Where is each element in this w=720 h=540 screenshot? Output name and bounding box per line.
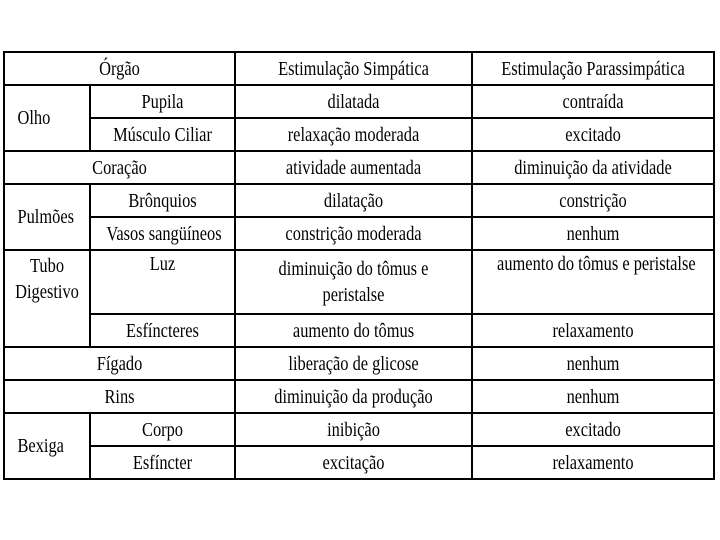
- para-figado: nenhum: [494, 347, 692, 380]
- group-tubo-digestivo: Tubo Digestivo: [12, 250, 83, 347]
- table-row: [4, 118, 714, 151]
- para-esfincter: relaxamento: [494, 446, 692, 479]
- header-parasympathetic: Estimulação Parassimpática: [494, 52, 692, 85]
- sym-rins: diminuição da produção: [256, 380, 450, 413]
- sym-bronquios: dilatação: [256, 184, 450, 217]
- cropped-title-remnant: [470, 44, 550, 50]
- para-pupila: contraída: [494, 85, 692, 118]
- para-musculo-ciliar: excitado: [494, 118, 692, 151]
- para-esfincteres: relaxamento: [494, 314, 692, 347]
- para-coracao: diminuição da atividade: [494, 151, 692, 184]
- part-vasos: Vasos sangüíneos: [103, 217, 222, 250]
- table-row: [4, 380, 714, 413]
- para-rins: nenhum: [494, 380, 692, 413]
- part-corpo: Corpo: [103, 413, 222, 446]
- para-bronquios: constrição: [494, 184, 692, 217]
- part-esfincter: Esfíncter: [103, 446, 222, 479]
- table-row: [4, 151, 714, 184]
- sym-figado: liberação de glicose: [256, 347, 450, 380]
- para-luz: aumento do tômus e peristalse: [494, 250, 692, 314]
- part-luz: Luz: [103, 250, 222, 314]
- header-organ: Órgão: [25, 52, 214, 85]
- table-row: [4, 250, 714, 314]
- table-row: [4, 347, 714, 380]
- sym-luz: diminuição do tômus e peristalse: [256, 250, 450, 314]
- part-esfincteres: Esfíncteres: [103, 314, 222, 347]
- organ-coracao: Coração: [25, 151, 214, 184]
- sym-vasos: constrição moderada: [256, 217, 450, 250]
- sym-esfincteres: aumento do tômus: [256, 314, 450, 347]
- table-row: [4, 85, 714, 118]
- group-pulmoes: Pulmões: [12, 184, 83, 250]
- group-bexiga: Bexiga: [12, 413, 83, 479]
- sym-coracao: atividade aumentada: [256, 151, 450, 184]
- para-vasos: nenhum: [494, 217, 692, 250]
- sym-corpo: inibição: [256, 413, 450, 446]
- table-row: [4, 184, 714, 217]
- table-row: [4, 413, 714, 446]
- organ-figado: Fígado: [25, 347, 214, 380]
- header-row: [4, 52, 714, 85]
- table-row: [4, 314, 714, 347]
- organ-rins: Rins: [25, 380, 214, 413]
- part-bronquios: Brônquios: [103, 184, 222, 217]
- table-row: [4, 217, 714, 250]
- para-corpo: excitado: [494, 413, 692, 446]
- part-pupila: Pupila: [103, 85, 222, 118]
- header-sympathetic: Estimulação Simpática: [256, 52, 450, 85]
- table-row: [4, 446, 714, 479]
- sym-musculo-ciliar: relaxação moderada: [256, 118, 450, 151]
- part-musculo-ciliar: Músculo Ciliar: [103, 118, 222, 151]
- sym-pupila: dilatada: [256, 85, 450, 118]
- sym-esfincter: excitação: [256, 446, 450, 479]
- group-olho: Olho: [12, 85, 83, 151]
- autonomic-effects-table: [3, 51, 715, 480]
